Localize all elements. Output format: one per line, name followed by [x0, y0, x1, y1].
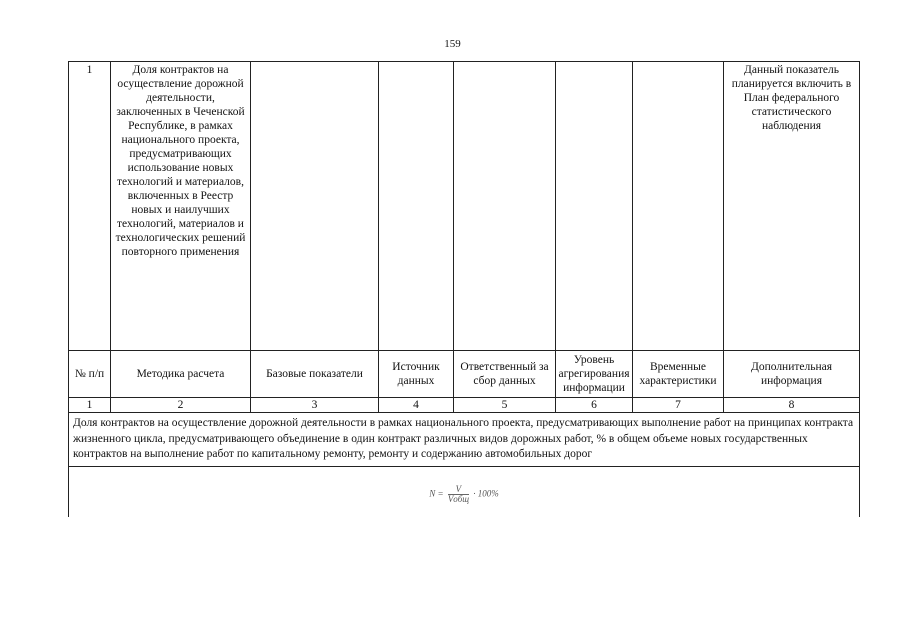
column-number: 6: [556, 398, 633, 413]
column-number: 7: [633, 398, 724, 413]
indicator-title: Доля контрактов на осуществление дорожной деятельности в рамках национального проекта, предусматривающих выполнение работ на принципах контракта жизненного цикла, предусматривающего объединение в один контракт различных видов дорожных работ, % в общем объеме новых государственных контрактов на выполнение работ по капитальному ремонту, ремонту и содержанию автомобильных дорог: [69, 413, 860, 467]
column-number: 3: [251, 398, 379, 413]
header-row: [69, 351, 860, 398]
formula-cell: [69, 467, 860, 518]
cell-base: [251, 62, 379, 351]
formula: [429, 485, 499, 504]
cell-level: [556, 62, 633, 351]
cell-responsible: [454, 62, 556, 351]
header-responsible: Ответственный за сбор данных: [454, 351, 556, 398]
header-num: № п/п: [69, 351, 111, 398]
cell-timing: [633, 62, 724, 351]
column-number: 4: [379, 398, 454, 413]
cell-source: [379, 62, 454, 351]
formula-numerator: V: [448, 485, 469, 495]
page-number: 159: [444, 38, 461, 50]
formula-denominator: Vобщ: [447, 494, 470, 504]
formula-rhs: · 100%: [473, 488, 499, 499]
header-base: Базовые показатели: [251, 351, 379, 398]
column-number: 1: [69, 398, 111, 413]
header-source: Источник данных: [379, 351, 454, 398]
cell-method: Доля контрактов на осуществление дорожной деятельности, заключенных в Чеченской Республике, в рамках национального проекта, предусматривающих использование новых технологий и материалов, включенных в Реестр новых и наилучших технологий, материалов и технологических решений повторного применения: [111, 62, 251, 351]
cell-additional: Данный показатель планируется включить в План федерального статистического наблюдения: [724, 62, 860, 351]
column-number: 5: [454, 398, 556, 413]
formula-fraction: [448, 485, 469, 504]
cell-number: 1: [69, 62, 111, 351]
column-number: 8: [724, 398, 860, 413]
formula-lhs: N =: [429, 488, 444, 499]
header-timing: Временные характеристики: [633, 351, 724, 398]
formula-row: [69, 467, 860, 518]
indicator-table: [68, 61, 860, 517]
header-method: Методика расчета: [111, 351, 251, 398]
indicator-title-row: [69, 413, 860, 467]
header-level: Уровень агрегирования информации: [556, 351, 633, 398]
table-row: [69, 62, 860, 351]
header-additional: Дополнительная информация: [724, 351, 860, 398]
column-number-row: [69, 398, 860, 413]
column-number: 2: [111, 398, 251, 413]
